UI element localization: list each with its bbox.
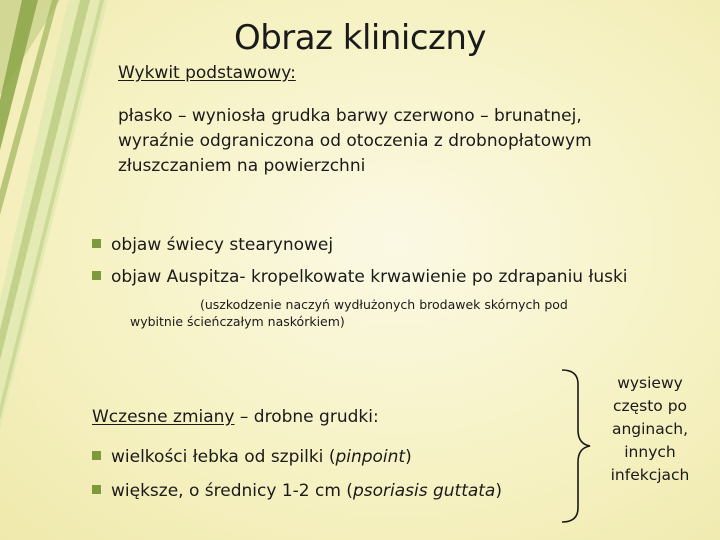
- early-changes-rest: – drobne grudki:: [234, 407, 379, 427]
- bullet-text: objaw świecy stearynowej: [111, 235, 334, 255]
- bullet-square-icon: [92, 485, 101, 494]
- bullet-square-icon: [92, 239, 101, 248]
- description-line: płasko – wyniosła grudka barwy czerwono – brunatnej,: [118, 106, 582, 126]
- side-note-line: infekcjach: [610, 466, 690, 484]
- right-brace-icon: [558, 368, 592, 524]
- bullet-guttata: [92, 480, 502, 502]
- bullet-candle-sign: [92, 234, 333, 256]
- bullet-text: większe, o średnicy 1-2 cm (: [111, 481, 353, 501]
- side-note: [600, 372, 700, 487]
- subheading: Wykwit podstawowy:: [118, 63, 296, 83]
- bullet-pinpoint: [92, 446, 412, 468]
- side-note-line: anginach,: [611, 420, 689, 438]
- description: [118, 104, 698, 179]
- side-note-line: wysiewy: [617, 374, 683, 392]
- slide-title: Obraz kliniczny: [233, 18, 487, 58]
- side-note-line: często po: [612, 397, 688, 415]
- bullet-text: objaw Auspitza- kropelkowate krwawienie po zdrapaniu łuski: [111, 267, 628, 287]
- note-line: wybitnie ścieńczałym naskórkiem): [130, 314, 345, 329]
- bullet-text-end: ): [405, 447, 412, 467]
- early-changes-label: Wczesne zmiany: [92, 407, 235, 427]
- bullet-text: wielkości łebka od szpilki (: [111, 447, 336, 467]
- bullet-italic-term: pinpoint: [335, 447, 406, 467]
- side-note-line: innych: [624, 443, 676, 461]
- early-changes-heading: [92, 406, 379, 428]
- bullet-square-icon: [92, 271, 101, 280]
- description-line: złuszczaniem na powierzchni: [118, 156, 366, 176]
- description-line: wyraźnie odgraniczona od otoczenia z drobnopłatowym: [118, 131, 592, 151]
- bullet-italic-term: psoriasis guttata: [352, 481, 496, 501]
- bullet-auspitz-sign: [92, 266, 628, 288]
- bullet-square-icon: [92, 451, 101, 460]
- note-line: (uszkodzenie naczyń wydłużonych brodawek skórnych pod: [200, 297, 568, 312]
- bullet-text-end: ): [495, 481, 502, 501]
- auspitz-note: [130, 296, 650, 330]
